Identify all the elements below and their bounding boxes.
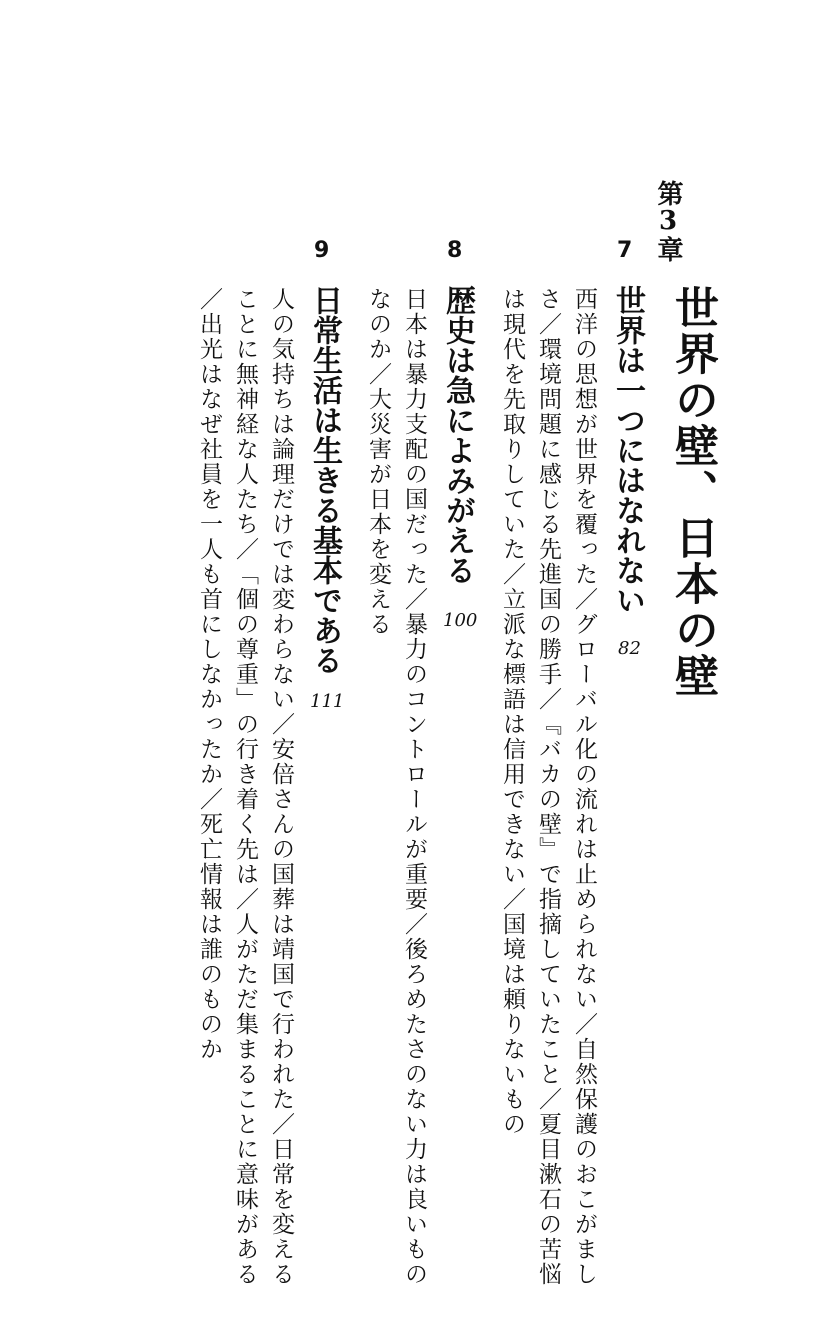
section-page-number: 100	[443, 610, 478, 631]
section-page-number: 111	[310, 691, 345, 712]
chapter-label: 第3章	[653, 180, 683, 262]
section-number: 8	[447, 238, 463, 263]
section-summary-line: さ／環境問題に感じる先進国の勝手／『バカの壁』で指摘していたこと／夏目漱石の苦悩	[535, 287, 561, 1287]
section-title[interactable]: 歴史は急によみがえる	[440, 285, 475, 585]
section-summary-line: ／出光はなぜ社員を一人も首にしなかったか／死亡情報は誰のものか	[196, 287, 222, 1062]
section-title[interactable]: 世界は一つにはなれない	[610, 285, 645, 615]
section-summary-line: 日本は暴力支配の国だった／暴力のコントロールが重要／後ろめたさのない力は良いもの	[401, 287, 427, 1287]
section-number: 9	[314, 238, 330, 263]
section-summary-line: なのか／大災害が日本を変える	[365, 287, 391, 637]
section-title[interactable]: 日常生活は生きる基本である	[307, 285, 342, 675]
section-number: 7	[617, 238, 633, 263]
section-summary-line: 西洋の思想が世界を覆った／グローバル化の流れは止められない／自然保護のおこがまし	[571, 287, 597, 1287]
section-summary-line: は現代を先取りしていた／立派な標語は信用できない／国境は頼りないもの	[499, 287, 525, 1137]
section-summary-line: 人の気持ちは論理だけでは変わらない／安倍さんの国葬は靖国で行われた／日常を変える	[268, 287, 294, 1287]
chapter-title: 世界の壁、日本の壁	[667, 285, 718, 699]
section-summary-line: ことに無神経な人たち／「個の尊重」の行き着く先は／人がただ集まることに意味がある	[232, 287, 258, 1287]
section-page-number: 82	[618, 638, 641, 659]
